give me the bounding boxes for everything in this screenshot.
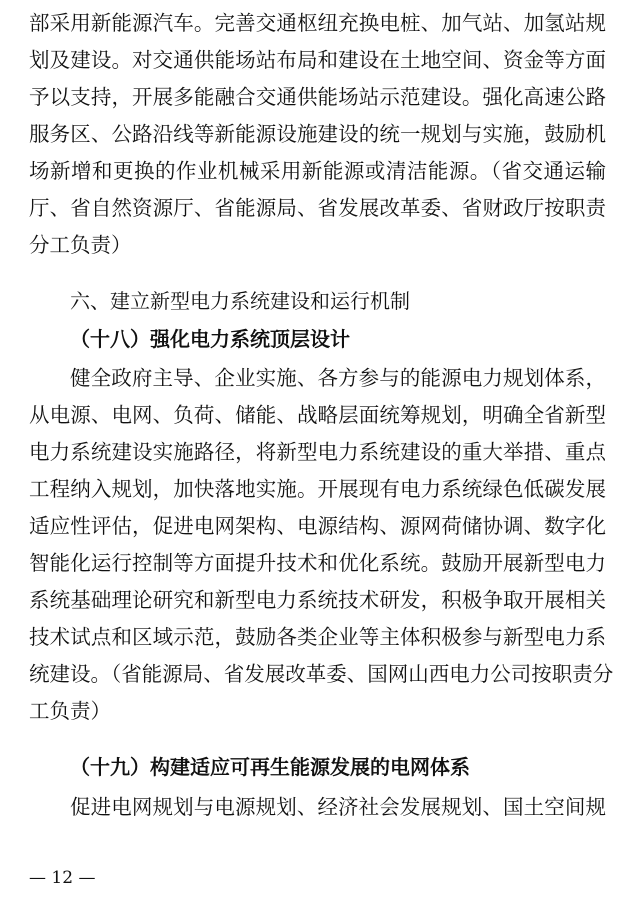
body-line-3: 予以支持，开展多能融合交通供能场站示范建设。强化高速公路	[29, 85, 606, 109]
body-line-4: 服务区、公路沿线等新能源设施建设的统一规划与实施，鼓励机	[29, 122, 606, 146]
body-line-1: 部采用新能源汽车。完善交通枢纽充换电桩、加气站、加氢站规	[29, 11, 606, 35]
subsection-18-line-10: 工负责）	[29, 699, 111, 723]
subsection-18-line-7: 系统基础理论研究和新型电力系统技术研发，积极争取开展相关	[29, 588, 606, 612]
subsection-18-line-6: 智能化运行控制等方面提升技术和优化系统。鼓励开展新型电力	[29, 551, 606, 575]
subsection-18-line-8: 技术试点和区域示范，鼓励各类企业等主体积极参与新型电力系	[29, 625, 606, 649]
page-number: — 12 —	[29, 868, 96, 888]
subsection-18-line-4: 工程纳入规划，加快落地实施。开展现有电力系统绿色低碳发展	[29, 477, 606, 501]
body-line-7: 分工负责）	[29, 233, 132, 257]
subsection-19-line-1: 促进电网规划与电源规划、经济社会发展规划、国土空间规	[70, 795, 606, 819]
body-line-2: 划及建设。对交通供能场站布局和建设在土地空间、资金等方面	[29, 48, 606, 72]
subsection-18-line-3: 电力系统建设实施路径，将新型电力系统建设的重大举措、重点	[29, 440, 606, 464]
body-line-5: 场新增和更换的作业机械采用新能源或清洁能源。（省交通运输	[29, 159, 606, 183]
subsection-18-line-1: 健全政府主导、企业实施、各方参与的能源电力规划体系，	[70, 366, 606, 390]
subsection-19-title: （十九）构建适应可再生能源发展的电网体系	[70, 755, 470, 779]
body-line-6: 厅、省自然资源厅、省能源局、省发展改革委、省财政厅按职责	[29, 196, 606, 220]
subsection-18-title: （十八）强化电力系统顶层设计	[70, 327, 350, 351]
section-heading: 六、建立新型电力系统建设和运行机制	[70, 289, 410, 313]
subsection-18-line-9: 统建设。（省能源局、省发展改革委、国网山西电力公司按职责分	[29, 662, 614, 686]
subsection-18-line-5: 适应性评估，促进电网架构、电源结构、源网荷储协调、数字化	[29, 514, 606, 538]
subsection-18-line-2: 从电源、电网、负荷、储能、战略层面统筹规划，明确全省新型	[29, 403, 606, 427]
